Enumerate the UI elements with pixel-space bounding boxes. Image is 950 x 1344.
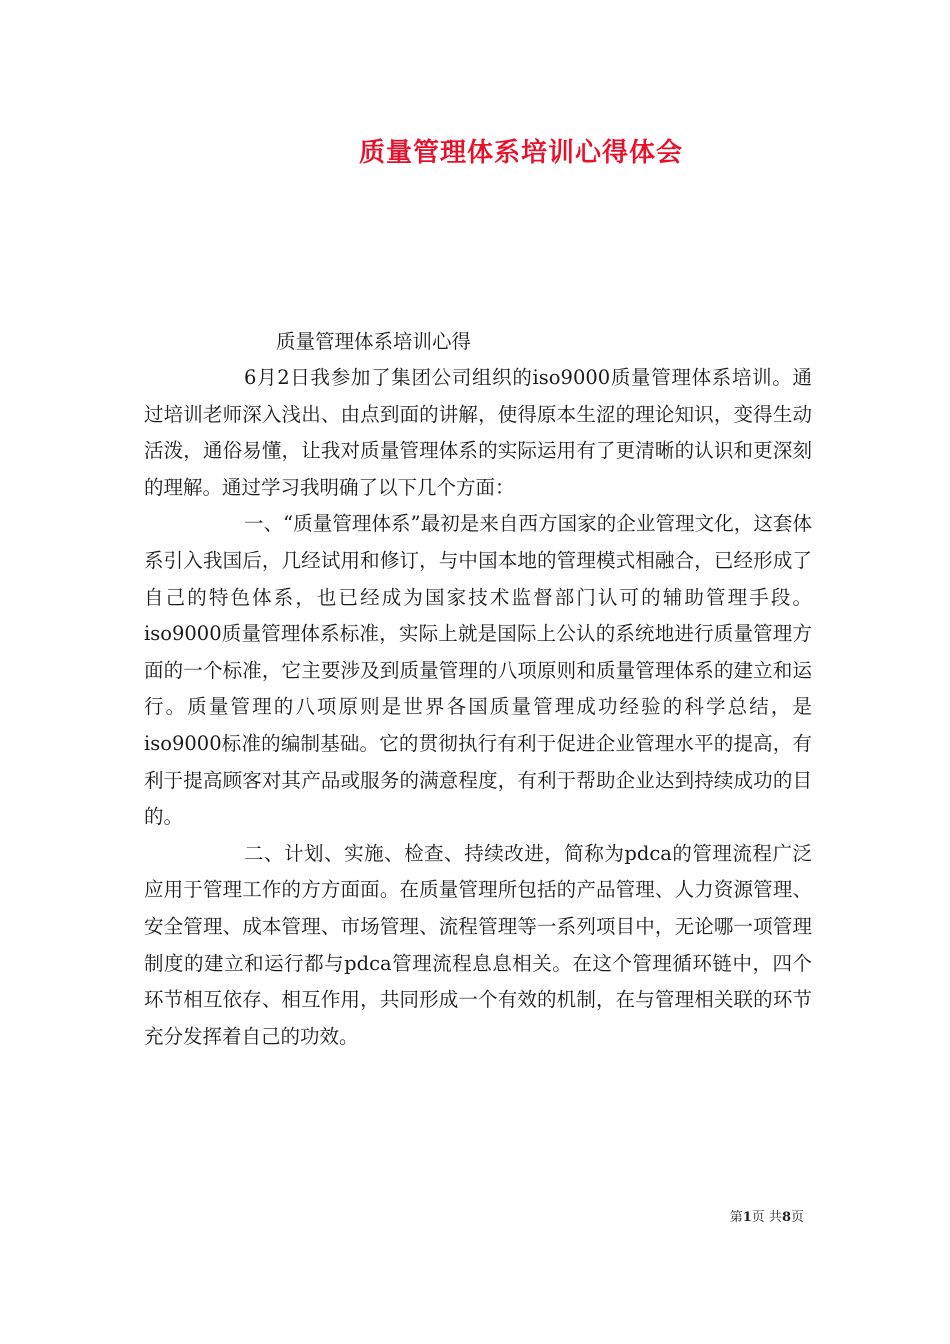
paragraph-intro: 6月2日我参加了集团公司组织的iso9000质量管理体系培训。通过培训老师深入浅出、由点到面的讲解，使得原本生涩的理论知识，变得生动活泼，通俗易懂，让我对质量管理体系的实际运用有了更清晰的认识和更深刻的理解。通过学习我明确了以下几个方面： xyxy=(144,366,812,499)
footer-suffix: 页 xyxy=(790,1210,804,1225)
footer-middle: 页 共 xyxy=(751,1210,782,1225)
paragraph-section-one: 一、“质量管理体系”最初是来自西方国家的企业管理文化，这套体系引入我国后，几经试用和修订，与中国本地的管理模式相融合，已经形成了自己的特色体系，也已经成为国家技术监督部门认可的辅助管理手段。iso9000质量管理体系标准，实际上就是国际上公认的系统地进行质量管理方面的一个标准，它主要涉及到质量管理的八项原则和质量管理体系的建立和运行。质量管理的八项原则是世界各国质量管理成功经验的科学总结，是iso9000标准的编制基础。它的贯彻执行有利于促进企业管理水平的提高，有利于提高顾客对其产品或服务的满意程度，有利于帮助企业达到持续成功的目的。 xyxy=(144,512,812,829)
document-body xyxy=(144,360,812,1055)
document-title: 质量管理体系培训心得体会 xyxy=(358,138,683,168)
footer-current-page: 1 xyxy=(742,1210,752,1225)
page-footer xyxy=(730,1206,804,1225)
footer-total-pages: 8 xyxy=(781,1210,791,1225)
paragraph-section-two: 二、计划、实施、检查、持续改进，简称为pdca的管理流程广泛应用于管理工作的方方面面。在质量管理所包括的产品管理、人力资源管理、安全管理、成本管理、市场管理、流程管理等一系列项目中，无论哪一项管理制度的建立和运行都与pdca管理流程息息相关。在这个管理循环链中，四个环节相互依存、相互作用，共同形成一个有效的机制，在与管理相关联的环节充分发挥着自己的功效。 xyxy=(144,841,812,1048)
document-subtitle: 质量管理体系培训心得 xyxy=(276,330,472,353)
footer-prefix: 第 xyxy=(729,1210,743,1225)
